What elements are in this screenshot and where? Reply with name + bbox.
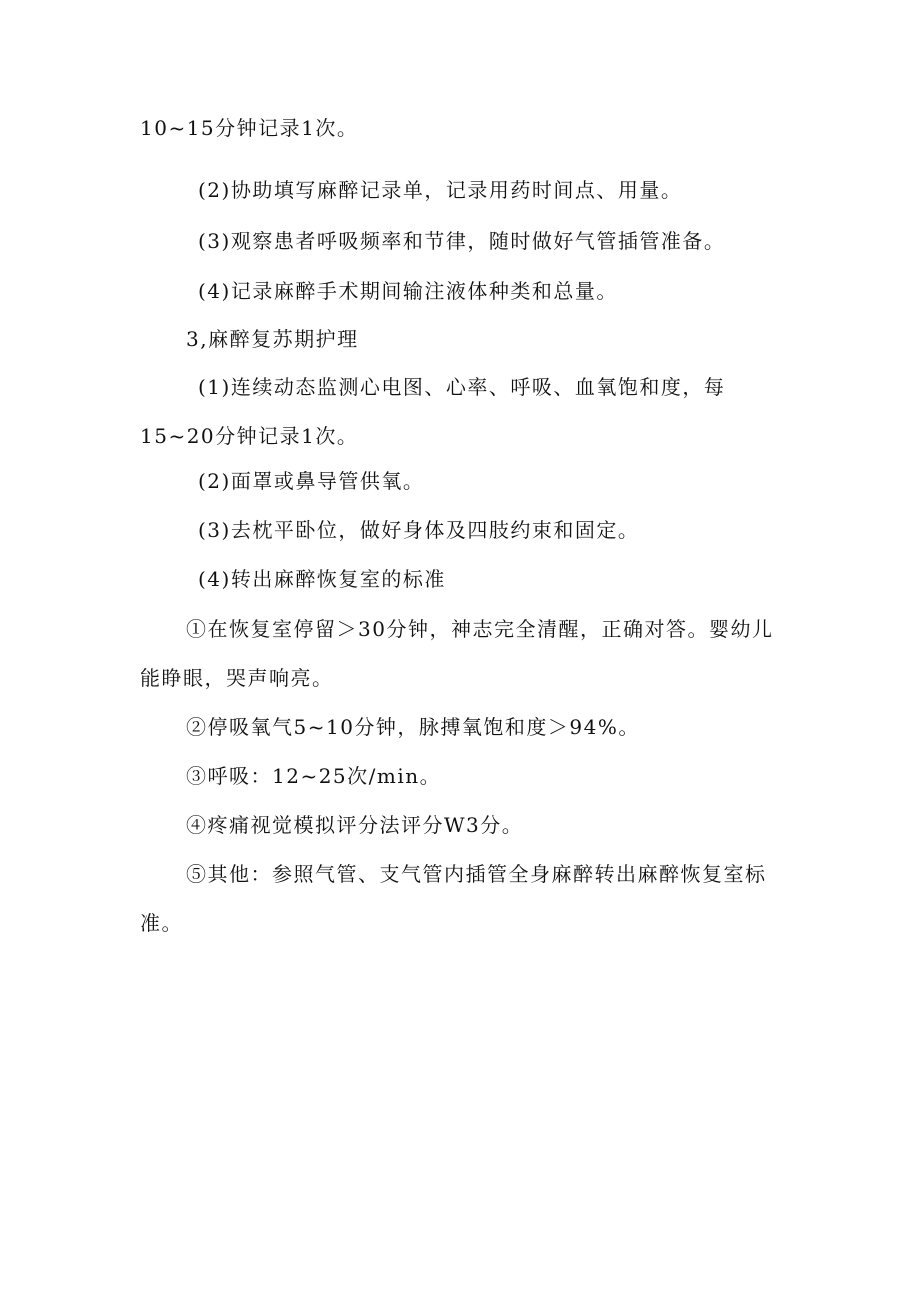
text-line: (3)去枕平卧位，做好身体及四肢约束和固定。 (198, 518, 640, 542)
section-heading: 3,麻醉复苏期护理 (186, 327, 359, 351)
text-line: 能睁眼，哭声响亮。 (140, 666, 334, 690)
text-line: 15~20分钟记录1次。 (140, 424, 359, 448)
text-line: ①在恢复室停留＞30分钟，神志完全清醒，正确对答。婴幼儿 (186, 617, 774, 641)
text-line: (1)连续动态监测心电图、心率、呼吸、血氧饱和度，每 (198, 375, 726, 399)
text-line: ⑤其他：参照气管、支气管内插管全身麻醉转出麻醉恢复室标 (186, 862, 767, 886)
text-line: (4)转出麻醉恢复室的标准 (198, 567, 446, 591)
text-line: 10~15分钟记录1次。 (140, 116, 359, 140)
text-line: (2)协助填写麻醉记录单，记录用药时间点、用量。 (198, 178, 683, 202)
text-line: ③呼吸：12~25次/min。 (186, 764, 442, 788)
text-line: (4)记录麻醉手术期间输注液体种类和总量。 (198, 279, 618, 303)
text-line: 准。 (140, 911, 183, 935)
text-line: ④疼痛视觉模拟评分法评分W3分。 (186, 813, 524, 837)
text-line: (2)面罩或鼻导管供氧。 (198, 469, 425, 493)
text-line: ②停吸氧气5~10分钟，脉搏氧饱和度＞94%。 (186, 715, 640, 739)
text-line: (3)观察患者呼吸频率和节律，随时做好气管插管准备。 (198, 229, 726, 253)
